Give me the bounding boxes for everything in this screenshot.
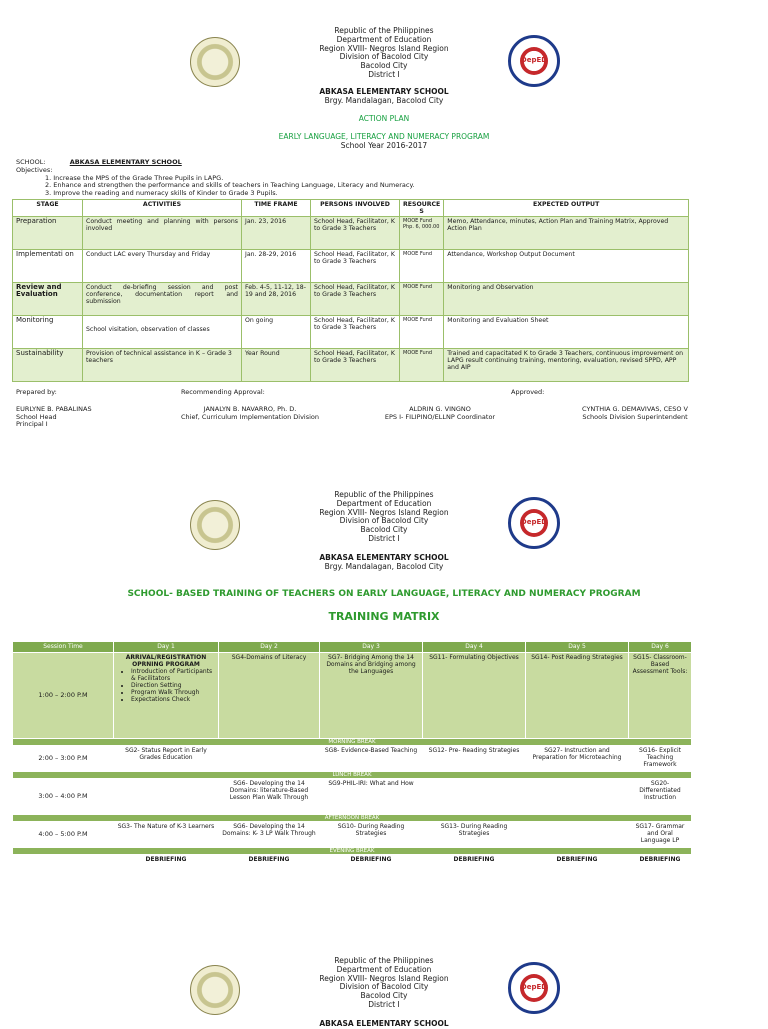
- evening-break: EVENING BREAK: [13, 848, 692, 855]
- morning-break: MORNING BREAK: [13, 739, 692, 746]
- table-row: 2:00 – 3:00 P.M SG2- Status Report in Early Grades Education SG8- Evidence-Based Teaching SG12- Pre- Reading Strategies SG27- Instruction and Preparation for Microteaching SG16- Explicit Teaching Framework: [13, 746, 692, 772]
- signatory-chief: JANALYN B. NAVARRO, Ph. D. Chief, Curriculum Implementation Division: [180, 405, 320, 421]
- table-row: Review and Evaluation Conduct de-briefing session and post conference, documentation report and submission Feb. 4-5, 11-12, 18-19 and 28, 2016 School Head, Facilitator, K to Grade 3 Teachers MOOE Fund Monitoring and Observation: [13, 283, 689, 316]
- table-row: 3:00 – 4:00 P.M SG6- Developing the 14 Domains: literature-Based Lesson Plan Walk Through SG9-PHIL-IRI: What and How SG20- Differentiated Instruction: [13, 779, 692, 815]
- recommending-label: Recommending Approval:: [181, 388, 265, 396]
- table-row: 4:00 – 5:00 P.M SG3- The Nature of K-3 Learners SG6- Developing the 14 Domains: K- 3 LP Walk Through SG10- During Reading Strategies SG13- During Reading Strategies SG17- Grammar and Oral Language LP: [13, 822, 692, 848]
- lunch-break: LUNCH BREAK: [13, 772, 692, 779]
- table-row: 1:00 – 2:00 P.M ARRIVAL/REGISTRATION OPRNING PROGRAM • Introduction of Participants & Facilitators • Direction Setting • Program Walk Through • Expectations Check SG4-Domains of Literacy SG7- Bridging Among the 14 Domains and Bridging among the Languages SG11- Formulating Objectives SG14- Post Reading Strategies SG15- Classroom- Based Assessment Tools:: [13, 653, 692, 739]
- signatory-superintendent: CYNTHIA G. DEMAVIVAS, CESO V Schools Division Superintendent: [582, 405, 688, 421]
- table-row: Implementati on Conduct LAC every Thursday and Friday Jan. 28-29, 2016 School Head, Facilitator, K to Grade 3 Teachers MOOE Fund Attendance, Workshop Output Document: [13, 250, 689, 283]
- deped-seal-logo: DepED: [508, 497, 560, 549]
- deped-seal-logo: DepED: [508, 962, 560, 1014]
- school-line: SCHOOL: ABKASA ELEMENTARY SCHOOL: [16, 158, 182, 166]
- deped-seal-logo: DepED: [508, 35, 560, 87]
- debriefing-row: DEBRIEFING DEBRIEFING DEBRIEFING DEBRIEFING DEBRIEFING DEBRIEFING: [13, 855, 692, 865]
- letterhead: Republic of the Philippines Department of Education Region XVIII- Negros Island Region Division of Bacolod City Bacolod City District I: [319, 956, 449, 1009]
- objectives: Objectives: 1. Increase the MPS of the Grade Three Pupils in LAPG. 2. Enhance and strengthen the performance and skills of teachers in Teaching Language, Literacy and Numeracy. 3. Improve the reading and numeracy skills of Kinder to Grade 3 Pupils.: [16, 166, 415, 197]
- action-plan-table: STAGE ACTIVITIES TIME FRAME PERSONS INVOLVED RESOURCE S EXPECTED OUTPUT Preparation Conduct meeting and planning with persons involved Jan. 23, 2016 School Head, Facilitator, K to Grade 3 Teachers MOOE Fund Php. 6, 000.00 Memo, Attendance, minutes, Action Plan and Training Matrix, Approved Action Plan Implementati on Conduct LAC every Thursday and Friday Jan. 28-29, 2016 School Head, Facilitator, K to Grade 3 Teachers MOOE Fund Attendance, Workshop Output Document Review and Evaluation Conduct de-briefing session and post conference, documentation report and submission Feb. 4-5, 11-12, 18-19 and 28, 2016 School Head, Facilitator, K to Grade 3 Teachers MOOE Fund Monitoring and Observation Monitoring School visitation, observation of classes On going School Head, Facilitator, K to Grade 3 Teachers MOOE Fund Monitoring and Evaluation Sheet Sustainability Provision of technical assistance in K – Grade 3 teachers Year Round School Head, Facilitator, K to Grade 3 Teachers MOOE Fund Trained and capacitated K to Grade 3 Teachers, continuous improvement on LAPG result continuing training, mentoring, evaluation, revised SPPD, APP and AIP: [12, 199, 689, 382]
- school-name-heading: ABKASA ELEMENTARY SCHOOL: [319, 1019, 449, 1028]
- school-name-heading: ABKASA ELEMENTARY SCHOOL Brgy. Mandalagan, Bacolod City: [319, 553, 449, 571]
- signatory-coordinator: ALDRIN G. VINGNO EPS I- FILIPINO/ELLNP Coordinator: [384, 405, 496, 421]
- letterhead: Republic of the Philippines Department of Education Region XVIII- Negros Island Region Division of Bacolod City Bacolod City District I: [319, 490, 449, 543]
- prepared-by-label: Prepared by:: [16, 388, 57, 396]
- table-row: Preparation Conduct meeting and planning with persons involved Jan. 23, 2016 School Head, Facilitator, K to Grade 3 Teachers MOOE Fund Php. 6, 000.00 Memo, Attendance, minutes, Action Plan and Training Matrix, Approved Action Plan: [13, 217, 689, 250]
- school-year: School Year 2016-2017: [340, 141, 428, 150]
- approved-label: Approved:: [511, 388, 545, 396]
- training-matrix-title: TRAINING MATRIX: [328, 610, 440, 623]
- afternoon-break: AFTERNOON BREAK: [13, 815, 692, 822]
- school-name-heading: ABKASA ELEMENTARY SCHOOL Brgy. Mandalagan, Bacolod City: [319, 87, 449, 105]
- letterhead: Republic of the Philippines Department of Education Region XVIII- Negros Island Region Division of Bacolod City Bacolod City District I: [319, 26, 449, 79]
- signatory-principal: EURLYNE B. PABALINAS School Head Principal I: [16, 405, 92, 429]
- training-matrix-table: Session Time Day 1 Day 2 Day 3 Day 4 Day 5 Day 6 1:00 – 2:00 P.M ARRIVAL/REGISTRATION OPRNING PROGRAM • Introduction of Participants & Facilitators • Direction Setting • Program Walk Through • Expectations Check SG4-Domains of Literacy SG7- Bridging Among the 14 Domains and Bridging among the Languages SG11- Formulating Objectives SG14- Post Reading Strategies SG15- Classroom- Based Assessment Tools: MORNING BREAK 2:00 – 3:00 P.M SG2- Status Report in Early Grades Education SG8- Evidence-Based Teaching SG12- Pre- Reading Strategies SG27- Instruction and Preparation for Microteaching SG16- Explicit Teaching Framework LUNCH BREAK 3:00 – 4:00 P.M SG6- Developing the 14 Domains: literature-Based Lesson Plan Walk Through SG9-PHIL-IRI: What and How SG20- Differentiated Instruction AFTERNOON BREAK 4:00 – 5:00 P.M SG3- The Nature of K-3 Learners SG6- Developing the 14 Domains: K- 3 LP Walk Through SG10- During Reading Strategies SG13- During Reading Strategies SG17- Grammar and Oral Language LP EVENING BREAK DEBRIEFING DEBRIEFING DEBRIEFING DEBRIEFING DEBRIEFING DEBRIEFING: [12, 641, 692, 865]
- program-title: EARLY LANGUAGE, LITERACY AND NUMERACY PROGRAM: [278, 132, 490, 141]
- training-title: SCHOOL- BASED TRAINING OF TEACHERS ON EARLY LANGUAGE, LITERACY AND NUMERACY PROGRAM: [127, 589, 641, 599]
- table-row: Monitoring School visitation, observation of classes On going School Head, Facilitator, K to Grade 3 Teachers MOOE Fund Monitoring and Evaluation Sheet: [13, 316, 689, 349]
- page-title: ACTION PLAN: [358, 114, 410, 123]
- table-row: Sustainability Provision of technical assistance in K – Grade 3 teachers Year Round School Head, Facilitator, K to Grade 3 Teachers MOOE Fund Trained and capacitated K to Grade 3 Teachers, continuous improvement on LAPG result continuing training, mentoring, evaluation, revised SPPD, APP and AIP: [13, 349, 689, 382]
